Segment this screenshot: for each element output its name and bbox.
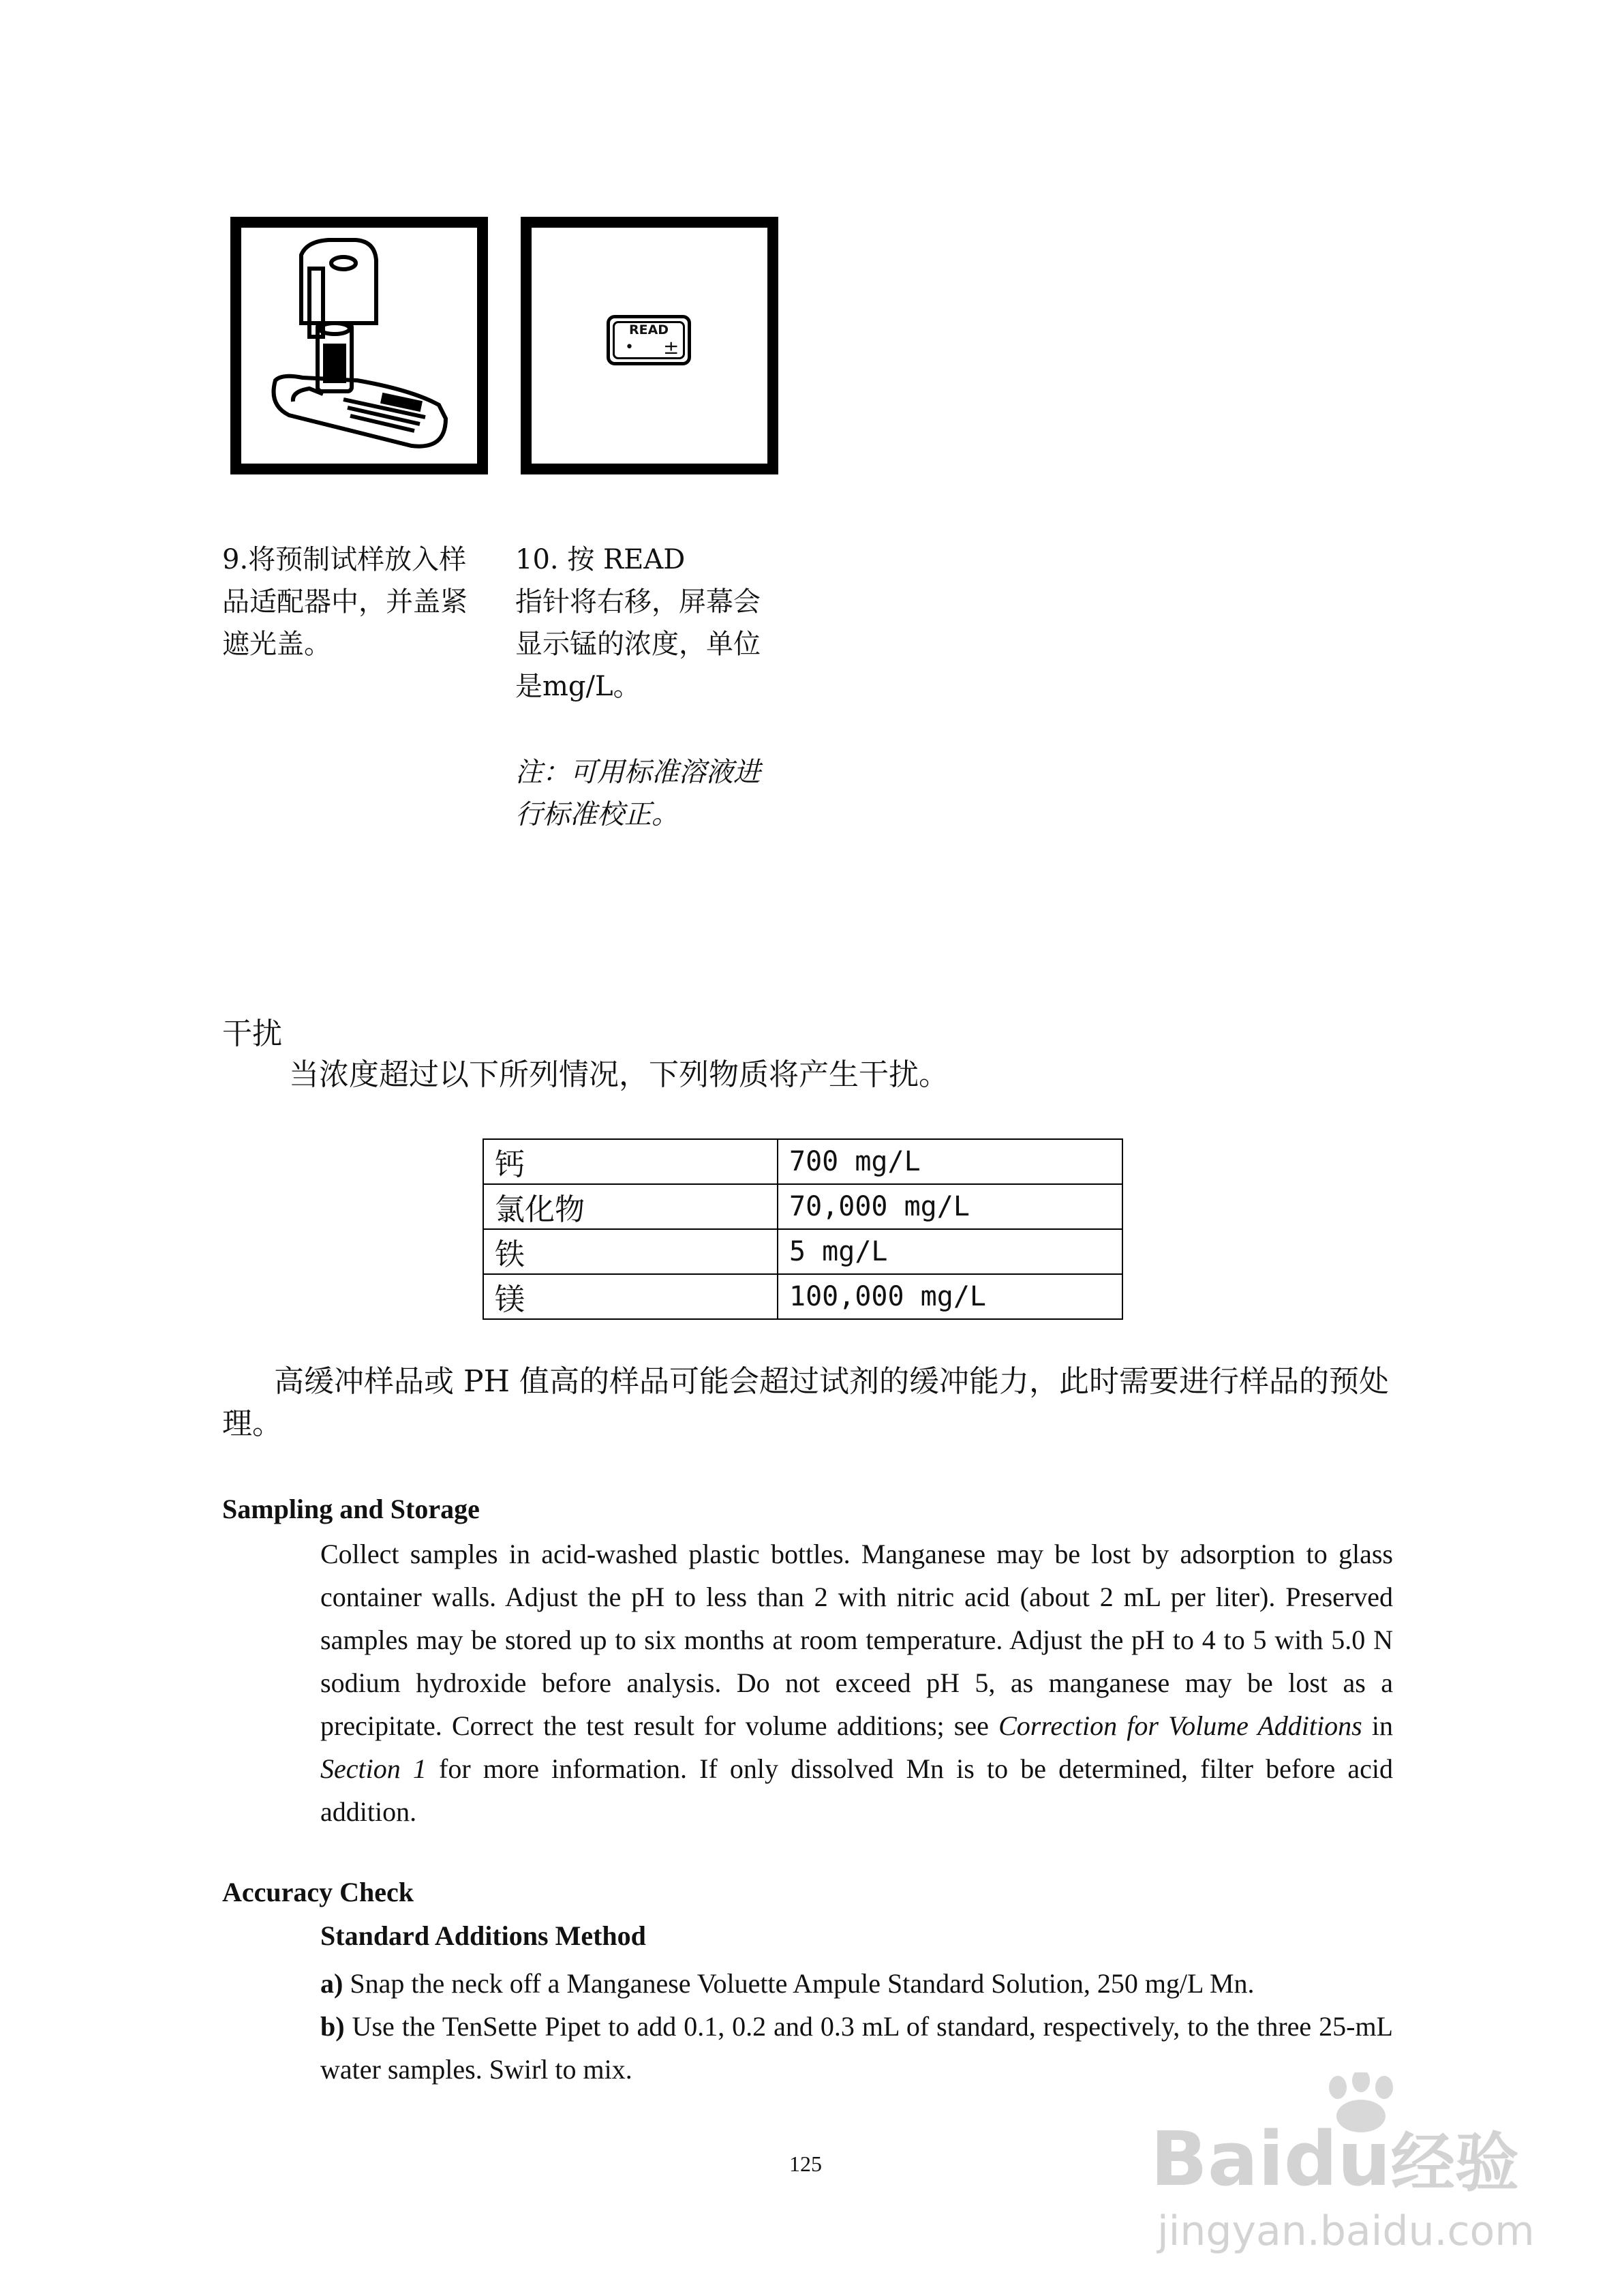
interference-heading: 干扰 (222, 1016, 282, 1051)
limit-cell: 70,000 mg/L (778, 1184, 1122, 1229)
accuracy-item-a (320, 1962, 1393, 2005)
limit-cell: 100,000 mg/L (778, 1274, 1122, 1319)
read-key-dot: • (625, 339, 634, 356)
read-key-plusminus: ± (663, 336, 679, 359)
accuracy-heading: Accuracy Check (222, 1877, 414, 1907)
watermark-cn: 经验 (1390, 2126, 1519, 2201)
item-marker: a) (320, 1968, 343, 1999)
sampling-body (320, 1532, 1393, 1833)
sampling-mid-text: in (1362, 1710, 1393, 1741)
item-text: Snap the neck off a Manganese Voluette Ampule Standard Solution, 250 mg/L Mn. (343, 1968, 1255, 1999)
sampling-heading: Sampling and Storage (222, 1494, 480, 1524)
sampling-body-text: Collect samples in acid-washed plastic bottles. Manganese may be lost by adsorption to glass container walls. Adjust the pH to less than 2 with nitric acid (about 2 mL per liter). Preserved samples may be stored up to six months at room temperature. Adjust the pH to 4 to 5 with 5.0 N sodium hydroxide before analysis. Do not exceed pH 5, as manganese may be lost as a precipitate. Correct the test result for volume additions; see (320, 1539, 1393, 1741)
limit-cell: 5 mg/L (778, 1229, 1122, 1274)
step-10-note: 注：可用标准溶液进 行标准校正。 (515, 757, 761, 830)
table-row (483, 1274, 1122, 1319)
substance-cell: 钙 (483, 1139, 778, 1184)
page-number: 125 (789, 2151, 822, 2176)
interference-table (483, 1138, 1123, 1320)
sampling-italic-section: Section 1 (320, 1753, 427, 1784)
step-9-illustration (230, 217, 488, 474)
read-key-icon (607, 315, 691, 365)
buffer-note (222, 1361, 1394, 1445)
sampling-body-end: for more information. If only dissolved Mn is to be determined, filter before acid addition. (320, 1753, 1393, 1827)
read-key-label: READ (628, 322, 669, 337)
watermark-url: jingyan.baidu.com (1157, 2207, 1535, 2255)
step-10-text: 10. 按 READ 指针将右移，屏幕会 显示锰的浓度，单位 是mg/L。 (515, 544, 761, 702)
item-marker: b) (320, 2011, 345, 2042)
sampling-italic-ref: Correction for Volume Additions (998, 1710, 1362, 1741)
substance-cell: 镁 (483, 1274, 778, 1319)
watermark-bai: Bai (1150, 2115, 1284, 2203)
table-row (483, 1139, 1122, 1184)
watermark-brand (1150, 2115, 1519, 2203)
step-10-illustration (521, 217, 778, 474)
watermark-du: du (1283, 2115, 1391, 2203)
interference-intro: 当浓度超过以下所列情况，下列物质将产生干扰。 (289, 1057, 949, 1092)
substance-cell: 氯化物 (483, 1184, 778, 1229)
step-9-text: 9.将预制试样放入样 品适配器中，并盖紧 遮光盖。 (222, 544, 468, 660)
table-row (483, 1229, 1122, 1274)
limit-cell: 700 mg/L (778, 1139, 1122, 1184)
baidu-watermark (1145, 2072, 1535, 2256)
item-text: Use the TenSette Pipet to add 0.1, 0.2 and 0.3 mL of standard, respectively, to the three 25-mL water samples. Swirl to mix. (320, 2011, 1393, 2085)
substance-cell: 铁 (483, 1229, 778, 1274)
instrument-adapter-icon (241, 228, 477, 464)
table-row (483, 1184, 1122, 1229)
standard-additions-subheading: Standard Additions Method (320, 1920, 646, 1951)
buffer-note-text: 高缓冲样品或 PH 值高的样品可能会超过试剂的缓冲能力，此时需要进行样品的预处理。 (222, 1364, 1389, 1441)
